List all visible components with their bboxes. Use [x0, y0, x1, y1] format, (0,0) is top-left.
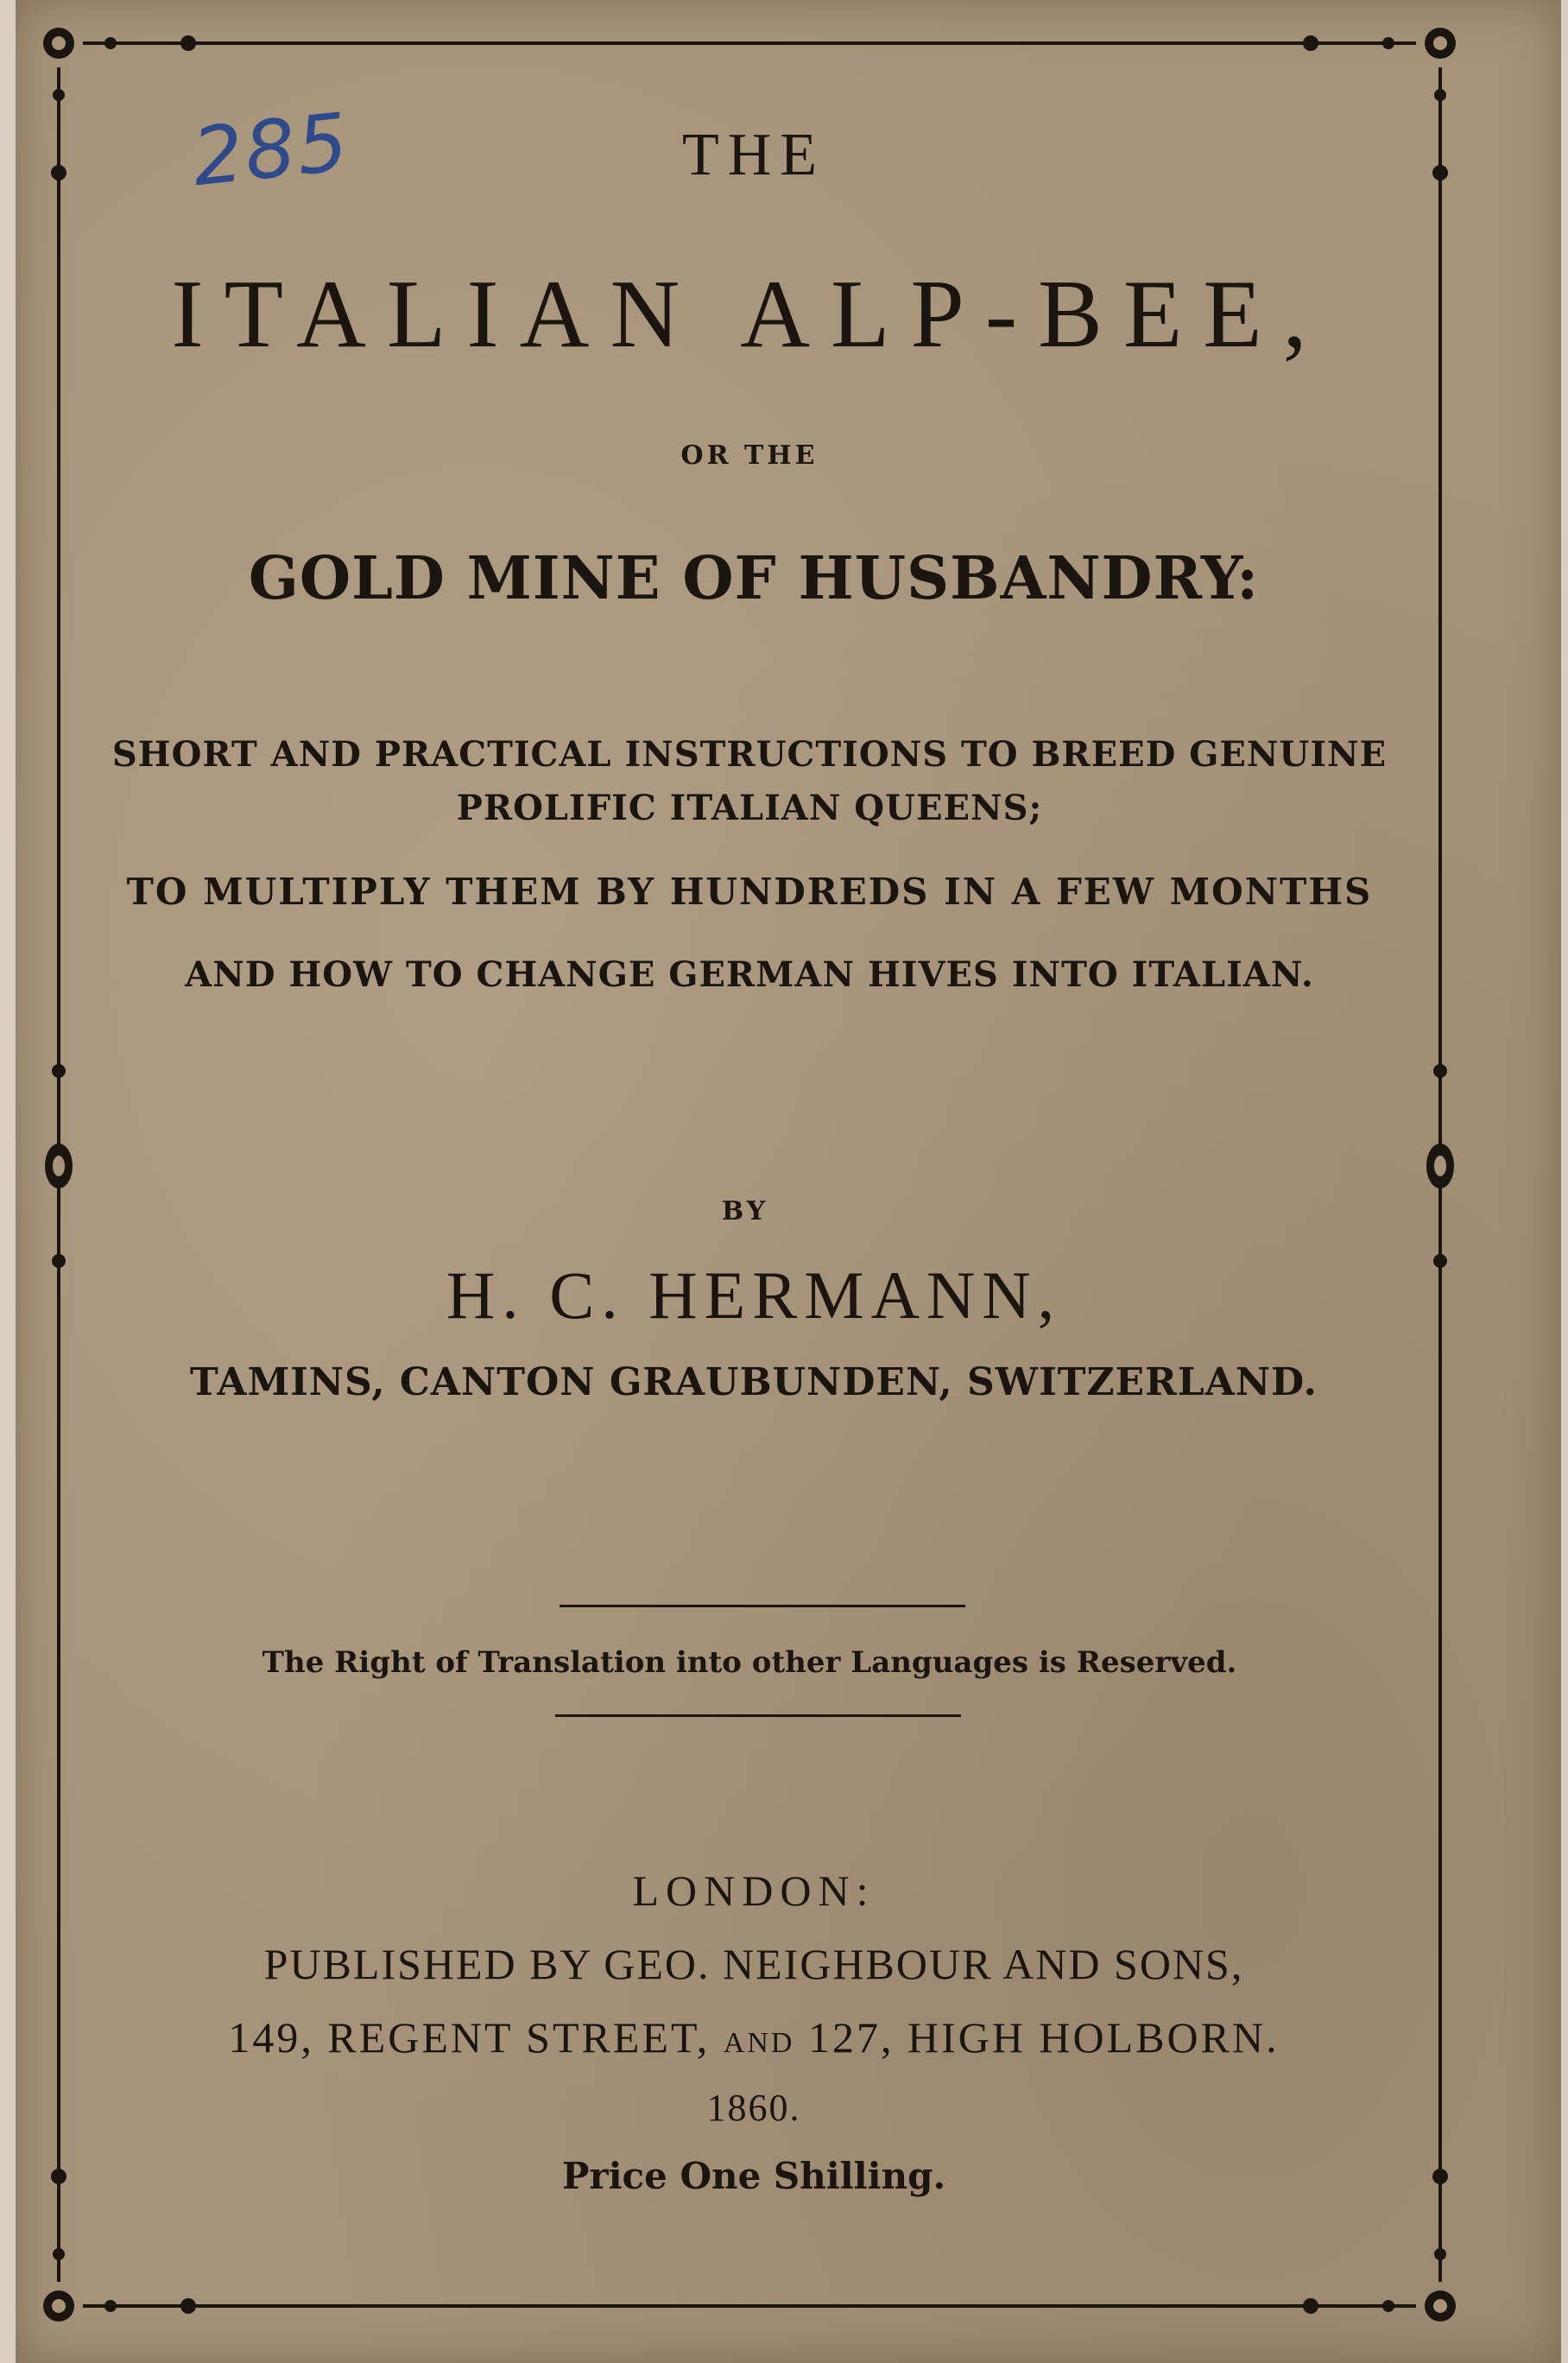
title-the: THE [681, 122, 826, 188]
description-line-1: SHORT AND PRACTICAL INSTRUCTIONS TO BREED GENUINE [111, 734, 1388, 775]
title-page [16, 0, 1561, 2363]
divider-top [560, 1605, 965, 1607]
subtitle: GOLD MINE OF HUSBANDRY: [248, 544, 1260, 613]
divider-bottom [555, 1714, 961, 1717]
main-title: ITALIAN ALP-BEE, [171, 261, 1328, 368]
imprint-address [0, 2012, 1527, 2062]
description-line-4: AND HOW TO CHANGE GERMAN HIVES INTO ITALIAN. [185, 954, 1314, 995]
imprint-city: LONDON: [632, 1866, 876, 1915]
description-line-3: TO MULTIPLY THEM BY HUNDREDS IN A FEW MONTHS [126, 871, 1373, 913]
author-by: BY [721, 1196, 769, 1226]
title-or-the: OR THE [680, 440, 819, 471]
imprint-address-and: AND [723, 2027, 795, 2059]
imprint-publisher: PUBLISHED BY GEO. NEIGHBOUR AND SONS, [263, 1940, 1244, 1988]
rights-notice: The Right of Translation into other Languages is Reserved. [262, 1645, 1237, 1680]
author-location: TAMINS, CANTON GRAUBUNDEN, SWITZERLAND. [190, 1360, 1318, 1404]
author-name: H. C. HERMANN, [446, 1258, 1062, 1333]
imprint-year: 1860. [706, 2087, 801, 2129]
imprint-address-holborn: 127, HIGH HOLBORN. [807, 2013, 1280, 2062]
pencil-annotation: 285 [187, 95, 354, 205]
description-line-2: PROLIFIC ITALIAN QUEENS; [456, 788, 1043, 828]
imprint-address-regent: 149, REGENT STREET, [228, 2013, 711, 2062]
imprint-price: Price One Shilling. [561, 2155, 946, 2197]
